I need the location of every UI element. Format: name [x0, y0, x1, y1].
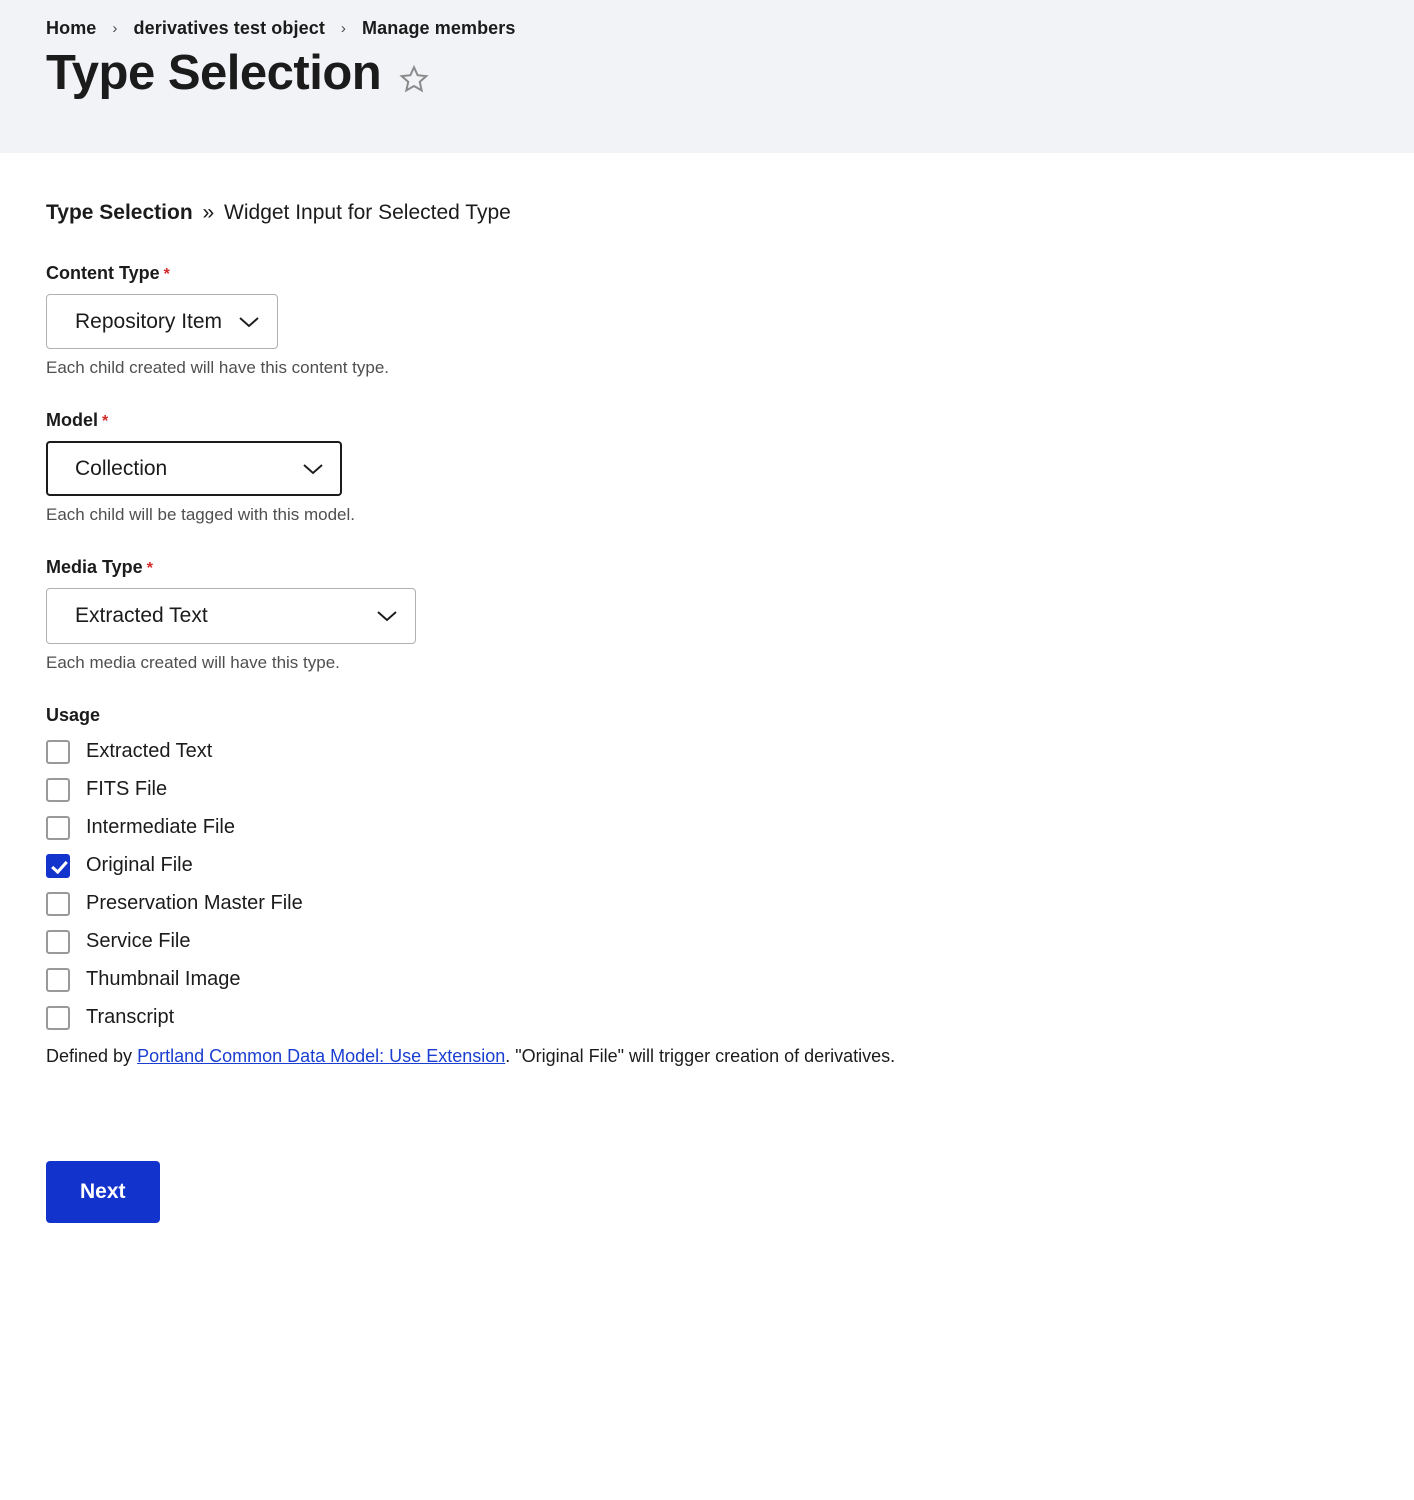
media-type-select[interactable]	[46, 588, 416, 643]
model-select[interactable]	[46, 441, 342, 496]
usage-checkbox[interactable]	[46, 778, 70, 802]
usage-label: Usage	[46, 704, 101, 725]
model-helper: Each child will be tagged with this model.	[46, 505, 355, 525]
content-type-label: Content Type	[46, 263, 160, 283]
required-marker: *	[102, 413, 109, 431]
usage-checkbox-label: Transcript	[86, 1006, 175, 1029]
media-type-label-row	[46, 557, 1368, 588]
usage-checkbox-label: Preservation Master File	[86, 892, 303, 915]
usage-checkbox[interactable]	[46, 854, 70, 878]
model-label: Model	[46, 410, 98, 431]
form-step-breadcrumb	[46, 201, 1368, 225]
usage-defined-by	[46, 1046, 1368, 1067]
title-row	[46, 47, 1368, 101]
form-step-current: Type Selection	[46, 201, 193, 224]
content-type-select-wrap	[46, 294, 278, 349]
star-outline-icon[interactable]	[399, 64, 429, 94]
main-content	[0, 153, 1414, 1283]
usage-row[interactable]	[46, 778, 1368, 802]
breadcrumb-separator-icon: ›	[112, 20, 118, 37]
usage-row[interactable]	[46, 740, 1368, 764]
model-label-row	[46, 410, 1368, 441]
usage-checkbox-label: FITS File	[86, 778, 168, 801]
usage-checkbox-label: Service File	[86, 930, 191, 953]
usage-row[interactable]	[46, 1006, 1368, 1030]
usage-checkbox-label: Intermediate File	[86, 816, 235, 839]
media-type-select-wrap	[46, 588, 416, 643]
model-select-wrap	[46, 441, 342, 496]
usage-row[interactable]	[46, 968, 1368, 992]
usage-checkbox[interactable]	[46, 968, 70, 992]
field-media-type	[46, 557, 1368, 672]
breadcrumb-item-object[interactable]: derivatives test object	[133, 18, 325, 38]
usage-checkbox-label: Thumbnail Image	[86, 968, 241, 991]
next-button[interactable]: Next	[46, 1161, 160, 1223]
breadcrumb-item-manage-members[interactable]: Manage members	[362, 18, 516, 38]
usage-row[interactable]	[46, 816, 1368, 840]
usage-checkbox[interactable]	[46, 1006, 70, 1030]
usage-row[interactable]	[46, 892, 1368, 916]
content-type-select[interactable]	[46, 294, 278, 349]
usage-row[interactable]	[46, 854, 1368, 878]
defined-by-prefix: Defined by	[46, 1045, 138, 1066]
required-marker: *	[163, 266, 170, 283]
form-step-next: Widget Input for Selected Type	[224, 201, 511, 224]
media-type-helper: Each media created will have this type.	[46, 652, 340, 672]
usage-checkbox-label: Extracted Text	[86, 740, 213, 763]
breadcrumb-separator-icon: ›	[340, 20, 347, 37]
page-header	[0, 0, 1414, 153]
usage-checkbox[interactable]	[46, 740, 70, 764]
media-type-label: Media Type	[46, 557, 143, 578]
content-type-label-row	[46, 263, 1368, 294]
field-usage	[46, 705, 1368, 1067]
breadcrumb-item-home[interactable]: Home	[46, 18, 97, 38]
defined-by-suffix: . "Original File" will trigger creation of derivatives.	[505, 1045, 896, 1066]
breadcrumb	[46, 18, 1368, 39]
field-model	[46, 410, 1368, 525]
content-type-helper: Each child created will have this content type.	[46, 358, 390, 378]
required-marker: *	[146, 560, 153, 578]
usage-checkbox[interactable]	[46, 930, 70, 954]
usage-checkbox[interactable]	[46, 892, 70, 916]
usage-checkbox-label: Original File	[86, 854, 193, 877]
form-step-separator-icon: »	[202, 201, 215, 224]
field-content-type	[46, 263, 1368, 378]
pcdm-use-extension-link[interactable]: Portland Common Data Model: Use Extension	[137, 1045, 506, 1066]
usage-checkbox-list	[46, 740, 1368, 1030]
usage-checkbox[interactable]	[46, 816, 70, 840]
usage-row[interactable]	[46, 930, 1368, 954]
page-title: Type Selection	[46, 46, 382, 100]
